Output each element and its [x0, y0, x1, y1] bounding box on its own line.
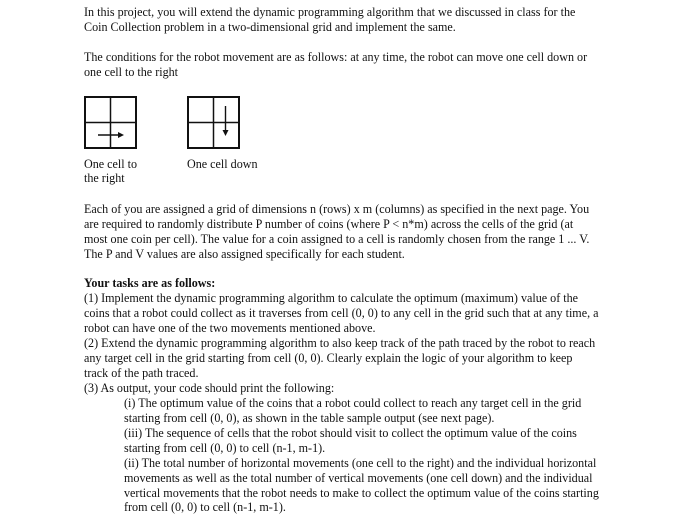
subtask-iii-line-1: (iii) The sequence of cells that the robot should visit to collect the optimum value of the coins [124, 426, 577, 440]
conditions-line-2: one cell to the right [84, 65, 179, 79]
tasks-heading: Your tasks are as follows: [84, 276, 216, 290]
task-2-line-3: track of the path traced. [84, 366, 199, 380]
move-right-grid-figure [84, 96, 137, 149]
down-arrow-icon [223, 130, 229, 136]
assignment-line-1: Each of you are assigned a grid of dimensions n (rows) x m (columns) as specified in the next page. You [84, 202, 590, 216]
subtask-ii-line-3: vertical movements that the robot needs to make to collect the optimum value of the coins starting [124, 486, 599, 500]
task-1-line-1: (1) Implement the dynamic programming algorithm to calculate the optimum (maximum) value of the [84, 291, 579, 305]
subtask-iii-line-2: starting from cell (0, 0) to cell (n-1, m-1). [124, 441, 326, 455]
subtask-ii-line-4: from cell (0, 0) to cell (n-1, m-1). [124, 500, 286, 514]
move-down-grid-figure [187, 96, 240, 149]
intro-line-1: In this project, you will extend the dynamic programming algorithm that we discussed in class for the [84, 5, 576, 19]
subtask-i-line-2: starting from cell (0, 0), as shown in the table sample output (see next page). [124, 411, 495, 425]
move-down-caption: One cell down [187, 157, 258, 171]
move-right-grid-svg [86, 98, 135, 147]
assignment-line-3: most one coin per cell). The value for a coin assigned to a cell is randomly chosen from the range 1 ... V. [84, 232, 590, 246]
task-1-line-3: robot can have one of the two movements mentioned above. [84, 321, 376, 335]
task-3-line-1: (3) As output, your code should print the following: [84, 381, 335, 395]
assignment-line-4: The P and V values are also assigned specifically for each student. [84, 247, 405, 261]
task-1-line-2: coins that a robot could collect as it traverses from cell (0, 0) to any cell in the grid such that at any time, a [84, 306, 599, 320]
conditions-line-1: The conditions for the robot movement are as follows: at any time, the robot can move one cell down or [84, 50, 588, 64]
move-down-grid-svg [189, 98, 238, 147]
assignment-line-2: are required to randomly distribute P number of coins (where P < n*m) across the cells of the grid (at [84, 217, 574, 231]
subtask-i-line-1: (i) The optimum value of the coins that a robot could collect to reach any target cell in the grid [124, 396, 582, 410]
task-2-line-1: (2) Extend the dynamic programming algorithm to also keep track of the path traced by the robot to reach [84, 336, 596, 350]
move-right-caption-line-2: the right [84, 171, 125, 185]
subtask-ii-line-1: (ii) The total number of horizontal movements (one cell to the right) and the individual horizontal [124, 456, 597, 470]
intro-line-2: Coin Collection problem in a two-dimensional grid and implement the same. [84, 20, 456, 34]
move-right-caption-line-1: One cell to [84, 157, 138, 171]
subtask-ii-line-2: movements as well as the total number of vertical movements (one cell down) and the individual [124, 471, 593, 485]
right-arrow-icon [118, 132, 124, 138]
task-2-line-2: any target cell in the grid starting from cell (0, 0). Clearly explain the logic of your algorithm to keep [84, 351, 573, 365]
